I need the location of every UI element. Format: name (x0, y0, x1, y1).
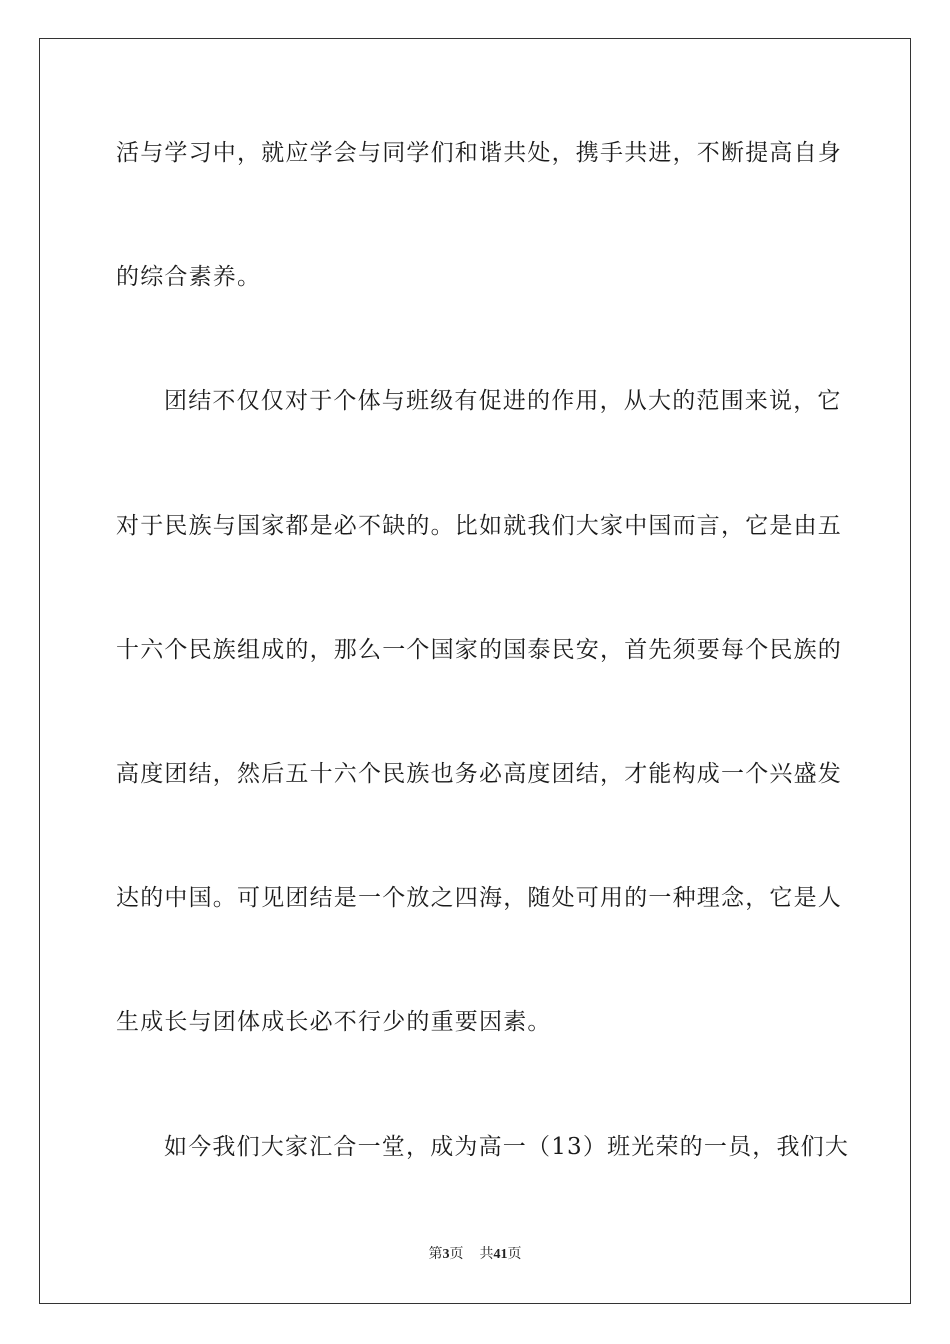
body-text-line: 团结不仅仅对于个体与班级有促进的作用，从大的范围来说，它 (164, 388, 842, 414)
body-text-line: 十六个民族组成的，那么一个国家的国泰民安，首先须要每个民族的 (116, 637, 842, 663)
body-text-line: 如今我们大家汇合一堂，成为高一（13）班光荣的一员，我们大 (164, 1134, 850, 1160)
page-footer (0, 1246, 950, 1264)
body-text-line: 活与学习中，就应学会与同学们和谐共处，携手共进，不断提高自身 (116, 140, 842, 166)
footer-total-pages: 41 (493, 1247, 508, 1262)
footer-total-suffix: 页 (507, 1247, 522, 1262)
body-text-line: 的综合素养。 (116, 264, 262, 290)
footer-total-prefix: 共 (479, 1247, 494, 1262)
footer-page-suffix: 页 (449, 1247, 464, 1262)
footer-page-number: 3 (442, 1247, 450, 1262)
body-text-line: 对于民族与国家都是必不缺的。比如就我们大家中国而言，它是由五 (116, 513, 842, 539)
body-text-line: 达的中国。可见团结是一个放之四海，随处可用的一种理念，它是人 (116, 885, 842, 911)
body-text-line: 高度团结，然后五十六个民族也务必高度团结，才能构成一个兴盛发 (116, 761, 842, 787)
page-frame (39, 38, 911, 1304)
footer-page-prefix: 第 (428, 1247, 443, 1262)
body-text-line: 生成长与团体成长必不行少的重要因素。 (116, 1009, 552, 1035)
